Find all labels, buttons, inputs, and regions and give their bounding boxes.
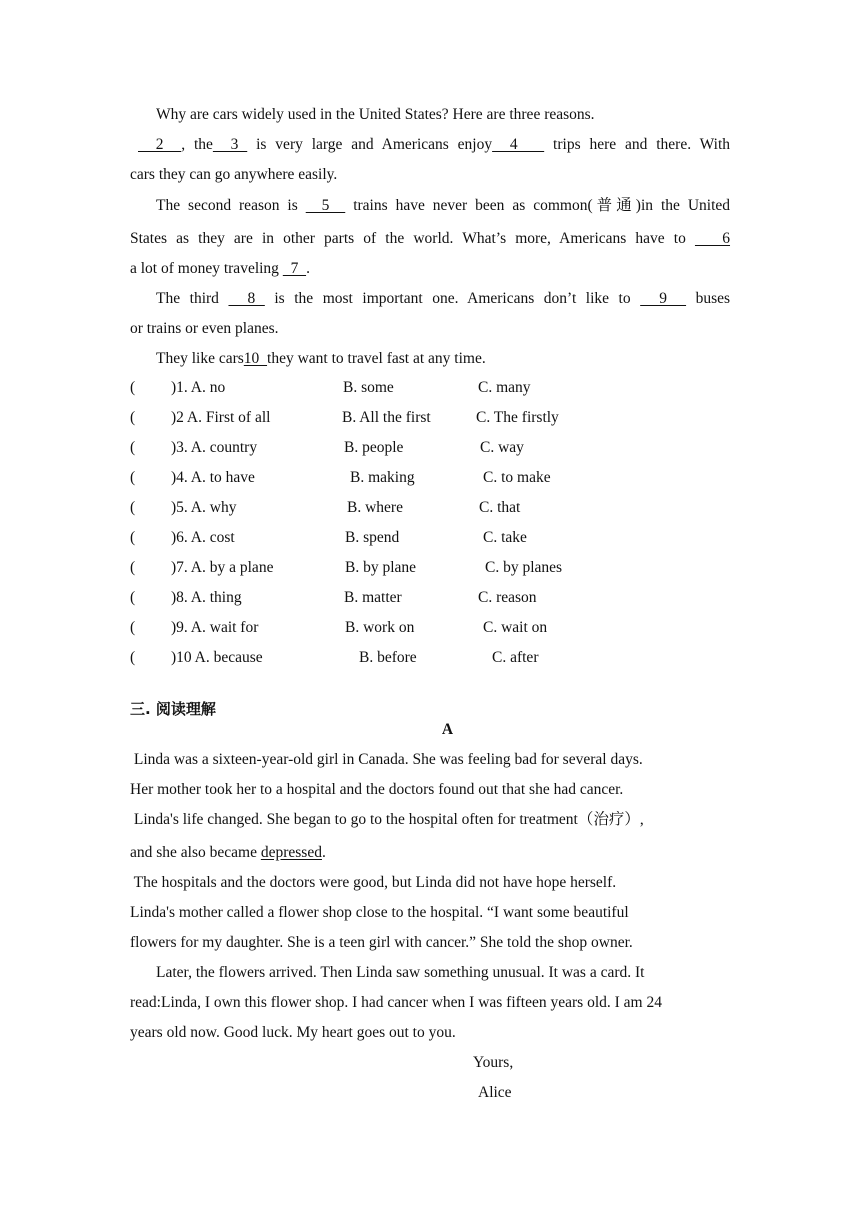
answer-paren[interactable]: ( [130,559,136,576]
signature-name: Alice [478,1084,512,1101]
option-a: )4. A. to have [171,469,255,486]
reading-line-2: Her mother took her to a hospital and the doctors found out that she had cancer. [130,781,624,798]
reading-line-4 [130,843,734,863]
option-b: B. making [350,469,415,486]
text: . [306,260,310,277]
option-a: )5. A. why [171,499,237,516]
reading-line-5: The hospitals and the doctors were good, but Linda did not have hope herself. [130,874,617,891]
reading-line-9: read:Linda, I own this flower shop. I had cancer when I was fifteen years old. I am 24 [130,994,662,1011]
text: The second reason is [156,197,298,214]
option-c: C. by planes [485,559,563,576]
option-b: B. matter [344,589,402,606]
text: they want to travel fast at any time. [267,350,486,367]
option-c: C. that [479,499,521,516]
signature-yours: Yours, [473,1054,514,1071]
answer-paren[interactable]: ( [130,469,136,486]
reading-line-6: Linda's mother called a flower shop close to the hospital. “I want some beautiful [130,904,629,921]
answer-paren[interactable]: ( [130,619,136,636]
text: They like cars [156,350,244,367]
answer-paren[interactable]: ( [130,499,136,516]
blank-4: 4 [492,136,545,153]
passage-label: A [441,721,454,738]
cloze-line-7 [156,289,730,309]
option-c: C. way [480,439,524,456]
option-a: )7. A. by a plane [171,559,274,576]
blank-3: 3 [212,136,248,153]
option-a: )8. A. thing [171,589,242,606]
option-a: )2 A. First of all [171,409,271,426]
option-b: B. by plane [345,559,417,576]
cloze-line-6 [130,259,734,279]
option-b: B. some [343,379,394,396]
text: and she also became [130,844,261,861]
blank-6: 6 [694,230,731,247]
answer-paren[interactable]: ( [130,409,136,426]
blank-7: 7 [282,260,307,277]
reading-line-8: Later, the flowers arrived. Then Linda saw something unusual. It was a card. It [156,964,645,981]
option-b: B. where [347,499,403,516]
reading-line-1: Linda was a sixteen-year-old girl in Canada. She was feeling bad for several days. [130,751,643,768]
text: The third [156,290,219,307]
text: . [321,844,326,861]
blank-9: 9 [640,290,687,307]
answer-paren[interactable]: ( [130,589,136,606]
cloze-line-4 [156,196,730,216]
blank-8: 8 [228,290,265,307]
reading-line-10: years old now. Good luck. My heart goes out to you. [130,1024,456,1041]
text: is the most important one. Americans don’t like to [274,290,631,307]
section-title: 三. 阅读理解 [130,700,216,718]
option-a: )3. A. country [171,439,258,456]
reading-line-7: flowers for my daughter. She is a teen girl with cancer.” She told the shop owner. [130,934,633,951]
option-a: )1. A. no [171,379,226,396]
text: , the [181,136,213,153]
option-b: B. spend [345,529,400,546]
answer-paren[interactable]: ( [130,529,136,546]
blank-10: 10 [243,350,268,367]
option-a: )9. A. wait for [171,619,259,636]
cloze-line-3: cars they can go anywhere easily. [130,166,338,183]
blank-5: 5 [305,197,346,214]
option-b: B. work on [345,619,415,636]
cloze-line-5 [130,229,730,249]
text: trains have never been as common(普通)in the United [353,197,731,214]
option-c: C. reason [478,589,537,606]
answer-paren[interactable]: ( [130,649,136,666]
text: a lot of money traveling [130,260,279,277]
option-c: C. to make [483,469,551,486]
cloze-line-2 [138,135,730,155]
option-c: C. many [478,379,531,396]
option-b: B. before [359,649,417,666]
option-c: C. The firstly [476,409,559,426]
option-a: )6. A. cost [171,529,235,546]
text: trips here and there. With [553,136,731,153]
option-c: C. wait on [483,619,548,636]
option-c: C. take [483,529,527,546]
option-c: C. after [492,649,539,666]
text: States as they are in other parts of the world. What’s more, Americans have to [130,230,686,247]
cloze-line-8: or trains or even planes. [130,320,279,337]
cloze-line-1: Why are cars widely used in the United States? Here are three reasons. [156,106,595,123]
reading-line-3: Linda's life changed. She began to go to the hospital often for treatment（治疗）, [130,811,644,828]
text: is very large and Americans enjoy [256,136,493,153]
blank-2: 2 [138,136,182,153]
option-b: B. people [344,439,404,456]
answer-paren[interactable]: ( [130,379,136,396]
text: buses [695,290,731,307]
option-a: )10 A. because [171,649,263,666]
answer-paren[interactable]: ( [130,439,136,456]
underlined-word: depressed [260,844,322,861]
cloze-line-9 [156,349,760,369]
option-b: B. All the first [342,409,431,426]
